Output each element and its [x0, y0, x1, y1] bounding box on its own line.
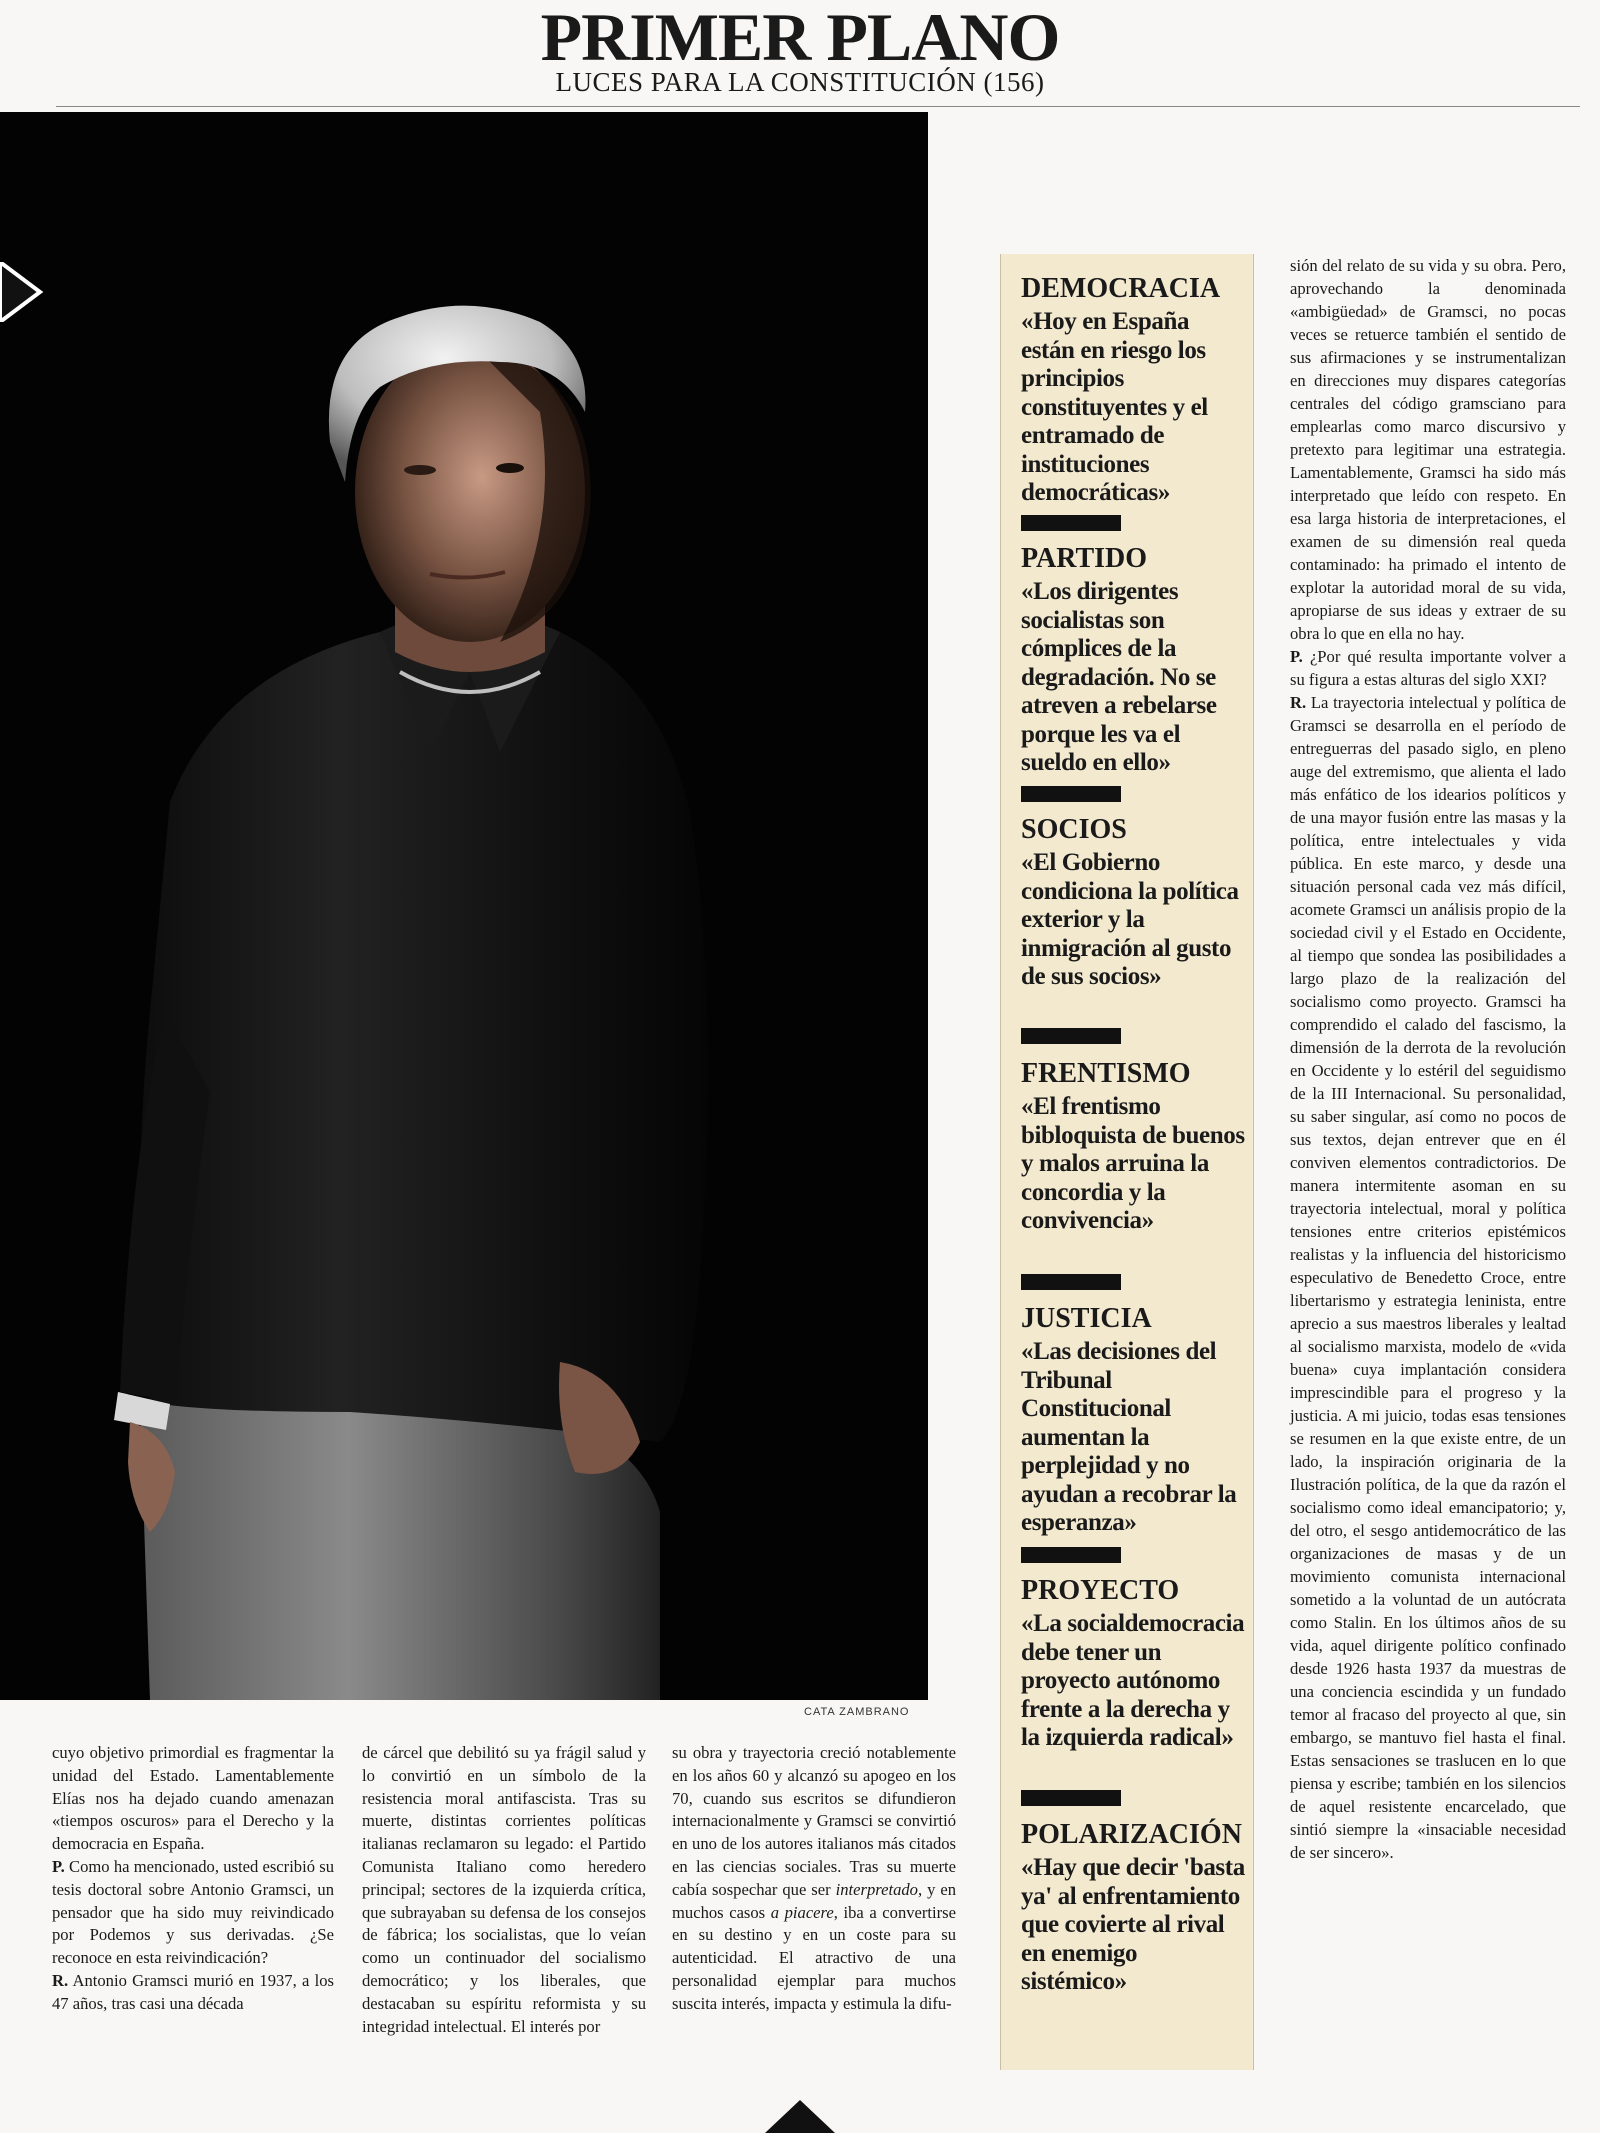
- question-text: Como ha mencionado, usted escribió su tesis doctoral sobre Antonio Gramsci, un pensador que ha sido muy reivindicado por Podemos y sus derivadas. ¿Se reconoce en esta reivindicación?: [52, 1856, 334, 1968]
- section-subtitle: LUCES PARA LA CONSTITUCIÓN (156): [555, 67, 1045, 97]
- sidebar-divider-bar: [1021, 515, 1121, 531]
- sidebar-divider-bar: [1021, 1547, 1121, 1563]
- article-column-3: [672, 1742, 956, 2016]
- section-title: PRIMER PLANO: [540, 0, 1060, 75]
- sidebar-item-quote: «Los dirigentes socialistas son cómplices de la degradación. No se atreven a rebelarse porque les va el sueldo en ello»: [1021, 578, 1217, 776]
- question-marker: P.: [1290, 647, 1303, 666]
- sidebar-item-label: PROYECTO: [1021, 1575, 1180, 1606]
- question-text: ¿Por qué resulta importante volver a su figura a estas alturas del siglo XXI?: [1290, 647, 1566, 689]
- text-run: , iba a convertirse en su destino y en un coste para su autenticidad. El atractivo de una personalidad ejemplar para muchos suscita interés, impacta y estimula la difu-: [672, 1902, 957, 2013]
- article-paragraph: de cárcel que debilitó su ya frágil salud y lo convirtió en un símbolo de la resistencia moral antifascista. Tras su muerte, distintas corrientes políticas italianas reclamaron su legado: el Partido Comunista Italiano como heredero principal; sectores de la izquierda crítica, que subrayaban su defensa de los consejos de fábrica; los socialistas, que lo veían como un continuador del socialismo democrático; y los liberales, que destacaban su espíritu reformista y su integridad intelectual. El interés por: [362, 1743, 646, 2036]
- sidebar-item-label: JUSTICIA: [1021, 1303, 1152, 1334]
- sidebar-item-justicia: [1021, 1304, 1246, 1538]
- sidebar-item-label: FRENTISMO: [1021, 1058, 1191, 1089]
- answer-text: Antonio Gramsci murió en 1937, a los 47 años, tras casi una década: [52, 1970, 334, 2013]
- sidebar-item-socios: [1021, 815, 1246, 992]
- previous-page-arrow-icon[interactable]: [0, 262, 44, 322]
- sidebar-item-quote: «Hay que decir 'basta ya' al enfrentamiento que covierte al rival en enemigo sistémico»: [1021, 1854, 1245, 1995]
- portrait-illustration: [0, 112, 928, 1700]
- photo-credit: CATA ZAMBRANO: [804, 1706, 910, 1718]
- sidebar-item-quote: «Hoy en España están en riesgo los principios constituyentes y el entramado de instituciones democráticas»: [1021, 308, 1208, 506]
- sidebar-item-partido: [1021, 544, 1246, 778]
- italic-term: a piacere: [770, 1902, 834, 1922]
- sidebar-divider-bar: [1021, 1790, 1121, 1806]
- article-column-4: [1290, 254, 1566, 1864]
- article-column-1: [52, 1742, 334, 2016]
- interview-answer: [1290, 691, 1566, 1864]
- sidebar-divider-bar: [1021, 786, 1121, 802]
- italic-term: interpretado: [835, 1879, 918, 1899]
- sidebar-item-quote: «El frentismo bibloquista de buenos y malos arruina la concordia y la convivencia»: [1021, 1093, 1245, 1234]
- sidebar-item-label: SOCIOS: [1021, 814, 1127, 845]
- portrait-photo: [0, 112, 928, 1700]
- quotes-sidebar: [1000, 254, 1254, 2070]
- sidebar-item-frentismo: [1021, 1059, 1246, 1236]
- next-page-arrow-icon[interactable]: [765, 2100, 835, 2133]
- interview-question: [52, 1856, 334, 1970]
- sidebar-item-democracia: [1021, 274, 1246, 508]
- text-run: , y en muchos casos: [672, 1879, 957, 1922]
- answer-marker: R.: [1290, 693, 1307, 712]
- article-paragraph: [672, 1742, 956, 2016]
- interview-question: [1290, 645, 1566, 691]
- sidebar-item-quote: «La socialdemocracia debe tener un proyecto autónomo frente a la derecha y la izquierda radical»: [1021, 1610, 1245, 1751]
- interview-answer: [52, 1970, 334, 2016]
- text-run: su obra y trayectoria creció notablemente en los años 60 y alcanzó su apogeo en los 70, cuando sus escritos se difundieron internacionalmente y Gramsci se convirtió en uno de los autores italianos más citados en las ciencias sociales. Tras su muerte cabía sospechar que ser: [672, 1743, 956, 1899]
- sidebar-item-label: DEMOCRACIA: [1021, 273, 1221, 304]
- answer-marker: R.: [52, 1970, 69, 1990]
- header-divider: [56, 106, 1580, 107]
- article-column-2: [362, 1742, 646, 2038]
- sidebar-item-label: PARTIDO: [1021, 543, 1148, 574]
- sidebar-item-quote: «Las decisiones del Tribunal Constitucional aumentan la perplejidad y no ayudan a recobrar la esperanza»: [1021, 1338, 1237, 1536]
- sidebar-divider-bar: [1021, 1274, 1121, 1290]
- sidebar-item-proyecto: [1021, 1576, 1246, 1753]
- sidebar-item-polarizacion: [1021, 1820, 1246, 1997]
- article-paragraph: cuyo objetivo primordial es fragmentar la unidad del Estado. Lamentablemente Elías nos ha dejado cuando amenazan «tiempos oscuros» para el Derecho y la democracia en España.: [52, 1743, 334, 1854]
- answer-text: La trayectoria intelectual y política de Gramsci se desarrolla en el período de entreguerras del pasado siglo, en pleno auge del extremismo, que alienta el lado más enfático de los idearios políticos y de una mayor fusión entre las masas y la política, entre intelectuales y vida pública. En este marco, y desde una situación personal cada vez más difícil, acomete Gramsci un análisis propio de la sociedad civil y el Estado en Occidente, al tiempo que sondea las posibilidades a largo plazo de la realización del socialismo como proyecto. Gramsci ha comprendido el calado del fascismo, la dimensión de la derrota de la revolución en Occidente y lo estéril del seguidismo de la III Internacional. Su personalidad, su saber singular, así como no pocos de sus textos, dejan entrever que en él conviven elementos contradictorios. De manera intermitente asoman en su trayectoria intelectual, moral y política tensiones entre criterios epistémicos realistas y la influencia del historicismo especulativo de Benedetto Croce, entre libertarismo y estrategia leninista, entre aprecio a sus maestros liberales y lealtad al socialismo marxista, modelo de «vida buena» cuya implantación considera imprescindible para el progreso y la justicia. A mi juicio, todas esas tensiones se resumen en la que existe entre, de un lado, la inspiración originaria de la Ilustración política, de la que da razón el socialismo como ideal emancipatorio; y, del otro, el sesgo antidemocrático de las organizaciones de masas y de un movimiento comunista internacional sometido a la voluntad de un autócrata como Stalin. En los últimos años de su vida, aquel dirigente político confinado desde 1926 hasta 1937 da muestras de una conciencia escindida y un fundado temor al fracaso del proyecto al que, sin embargo, se mantuvo fiel hasta el final. Estas sensaciones se traslucen en lo que piensa y escribe; también en los silencios de aquel resistente encarcelado, que sintió siempre la «insaciable necesidad de ser sincero».: [1290, 693, 1566, 1862]
- sidebar-divider-bar: [1021, 1028, 1121, 1044]
- article-paragraph: sión del relato de su vida y su obra. Pero, aprovechando la denominada «ambigüedad» de Gramsci, no pocas veces se retuerce también el sentido de sus afirmaciones y se instrumentalizan en direcciones muy dispares categorías centrales del código gramsciano para emplearlas como marco discursivo y pretexto para legitimar una estrategia. Lamentablemente, Gramsci ha sido más interpretado que leído con respeto. En esa larga historia de interpretaciones, el examen de su dimensión real queda contaminado: ha primado el intento de explotar la autoridad moral de su vida, apropiarse de sus ideas y extraer de su obra lo que en ella no hay.: [1290, 256, 1566, 643]
- sidebar-item-label: POLARIZACIÓN: [1021, 1819, 1242, 1850]
- sidebar-item-quote: «El Gobierno condiciona la política exterior y la inmigración al gusto de sus socios»: [1021, 849, 1239, 990]
- question-marker: P.: [52, 1856, 65, 1876]
